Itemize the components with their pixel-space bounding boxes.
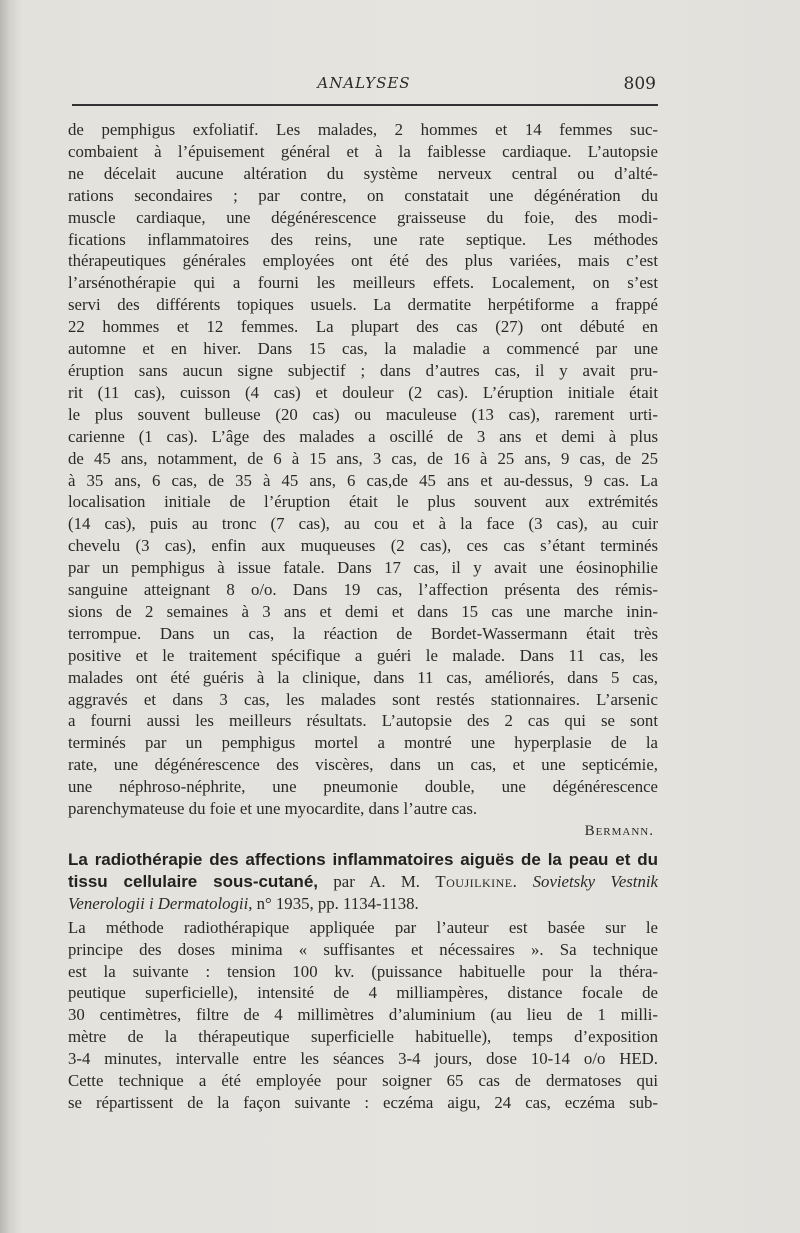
text-line: principe des doses minima « suffisantes et nécessaires ». Sa technique [68, 939, 658, 959]
text-line: une néphroso-néphrite, une pneumonie double, une dégénérescence [68, 777, 658, 797]
text-line: automne et en hiver. Dans 15 cas, la maladie a commencé par une [68, 339, 658, 359]
journal-issue: n° 1935, pp. 1134-1138. [256, 893, 419, 913]
article-title-meta-line [68, 871, 658, 893]
page-header [70, 74, 658, 98]
text-line: positive et le traitement spécifique a guéri le malade. Dans 11 cas, les [68, 645, 658, 665]
article-2-text [68, 917, 658, 1114]
text-line: sions de 2 semaines à 3 ans et demi et dans 15 cas une marche inin- [68, 601, 658, 621]
text-line: terminés par un pemphigus mortel a montré une hyperplasie de la [68, 733, 658, 753]
text-line: rations secondaires ; par contre, on constatait une dégénération du [68, 185, 658, 205]
text-line: de pemphigus exfoliatif. Les malades, 2 hommes et 14 femmes suc- [68, 120, 658, 139]
text-line: terrompue. Dans un cas, la réaction de Bordet-Wassermann était très [68, 623, 658, 643]
text-line: malades ont été guéris à la clinique, dans 11 cas, améliorés, dans 5 cas, [68, 667, 658, 687]
article-title-line: tissu cellulaire sous-cutané, [68, 871, 318, 891]
text-line: se répartissent de la façon suivante : eczéma aigu, 24 cas, eczéma sub- [68, 1092, 658, 1112]
text-line: mètre de la thérapeutique superficielle habituelle), temps d’exposition [68, 1027, 658, 1047]
text-line: est la suivante : tension 100 kv. (puissance habituelle pour la théra- [68, 961, 658, 981]
article-1-text [68, 119, 658, 820]
author-surname: Toujilkine. [435, 871, 518, 891]
text-line: (14 cas), puis au tronc (7 cas), au cou et à la face (3 cas), au cuir [68, 514, 658, 534]
author-signature: Bermann. [584, 823, 654, 839]
journal-name-part-2: Venerologii i Dermatologii, [68, 893, 253, 913]
text-line: rate, une dégénérescence des viscères, dans un cas, et une septicémie, [68, 755, 658, 775]
author-initials: A. M. [369, 871, 420, 891]
text-line: chevelu (3 cas), enfin aux muqueuses (2 cas), ces cas s’étant terminés [68, 536, 658, 556]
text-line: ne décelait aucune altération du système nerveux central ou d’alté- [68, 163, 658, 183]
text-line: l’arsénothérapie qui a fourni les meilleurs effets. Localement, on s’est [68, 273, 658, 293]
text-line: muscle cardiaque, une dégénérescence graisseuse du foie, des modi- [68, 207, 658, 227]
text-line: de 45 ans, notamment, de 6 à 15 ans, 3 cas, de 16 à 25 ans, 9 cas, de 25 [68, 448, 658, 468]
text-line: le plus souvent bulleuse (20 cas) ou maculeuse (13 cas), rarement urti- [68, 404, 658, 424]
text-line: carienne (1 cas). L’âge des malades a oscillé de 3 ans et demi à plus [68, 426, 658, 446]
by-word: par [333, 871, 355, 891]
article-2-heading [68, 849, 658, 915]
page-number: 809 [623, 74, 656, 94]
text-line: 3-4 minutes, intervalle entre les séances 3-4 jours, dose 10-14 o/o HED. [68, 1049, 658, 1069]
article-source-line [68, 893, 658, 915]
text-line: 30 centimètres, filtre de 4 millimètres d’aluminium (au lieu de 1 milli- [68, 1005, 658, 1025]
text-line: par un pemphigus à issue fatale. Dans 17 cas, il y avait une éosinophilie [68, 558, 658, 578]
text-line: thérapeutiques générales employées ont été des plus variées, mais c’est [68, 251, 658, 271]
text-line: La méthode radiothérapique appliquée par l’auteur est basée sur le [68, 917, 658, 937]
header-rule [72, 104, 658, 106]
text-line: fications inflammatoires des reins, une rate septique. Les méthodes [68, 229, 658, 249]
text-line: servi des différents topiques usuels. La dermatite herpétiforme a frappé [68, 295, 658, 315]
journal-name-part-1: Sovietsky Vestnik [532, 871, 658, 891]
text-line: à 35 ans, 6 cas, de 35 à 45 ans, 6 cas,de 45 ans et au-dessus, 9 cas. La [68, 470, 658, 490]
running-head: ANALYSES [317, 74, 411, 92]
page-body [68, 119, 658, 1114]
text-line: a fourni aussi les meilleurs résultats. L’autopsie des 2 cas qui se sont [68, 711, 658, 731]
text-line: peutique superficielle), intensité de 4 milliampères, distance focale de [68, 983, 658, 1003]
text-line: localisation initiale de l’éruption était le plus souvent aux extrémités [68, 492, 658, 512]
article-title-line: La radiothérapie des affections inflammatoires aiguës de la peau et du [68, 849, 658, 869]
text-line: éruption sans aucun signe subjectif ; dans d’autres cas, il y avait pru- [68, 360, 658, 380]
text-line: rit (11 cas), cuisson (4 cas) et douleur (2 cas). L’éruption initiale était [68, 382, 658, 402]
text-line: aggravés et dans 3 cas, les malades sont restés stationnaires. L’arsenic [68, 689, 658, 709]
text-line: parenchymateuse du foie et une myocardite, dans l’autre cas. [68, 799, 478, 819]
text-line: combaient à l’épuisement général et à la faiblesse cardiaque. L’autopsie [68, 141, 658, 161]
text-line: sanguine atteignant 8 o/o. Dans 19 cas, l’affection présenta des rémis- [68, 580, 658, 600]
text-line: 22 hommes et 12 femmes. La plupart des cas (27) ont débuté en [68, 317, 658, 337]
text-line: Cette technique a été employée pour soigner 65 cas de dermatoses qui [68, 1071, 658, 1091]
